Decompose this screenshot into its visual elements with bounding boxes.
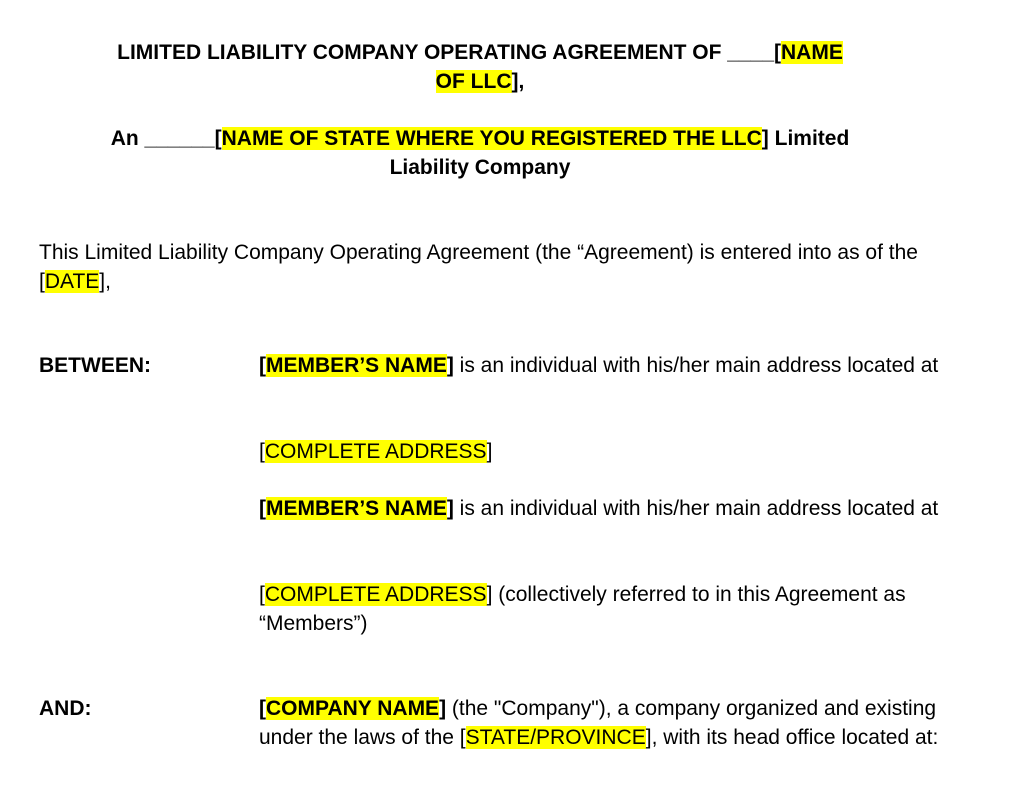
member-2-name-placeholder: MEMBER’S NAME xyxy=(266,497,447,520)
address-1-open-bracket: [ xyxy=(259,440,265,463)
intro-suffix: ], xyxy=(99,270,111,293)
subtitle-prefix: An ______[ xyxy=(110,127,222,150)
member-1-name-placeholder: MEMBER’S NAME xyxy=(266,354,447,377)
state-placeholder: NAME OF STATE WHERE YOU REGISTERED THE LLC xyxy=(221,127,762,150)
between-label: BETWEEN: xyxy=(39,354,151,377)
member-2-address-block xyxy=(259,580,939,638)
document-title xyxy=(40,38,920,96)
company-open-bracket: [ xyxy=(259,697,266,720)
address-2-open-bracket: [ xyxy=(259,583,265,606)
company-name-placeholder: COMPANY NAME xyxy=(266,697,440,720)
company-suffix: ], with its head office located at: xyxy=(645,726,939,749)
title-suffix: ], xyxy=(511,70,525,93)
subtitle-suffix: ] Limited xyxy=(761,127,850,150)
member-1-block xyxy=(259,351,939,380)
address-2-suffix: (collectively referred to in this Agreement as “Members”) xyxy=(259,583,906,635)
document-subtitle xyxy=(40,124,920,182)
title-prefix: LIMITED LIABILITY COMPANY OPERATING AGREEMENT OF ____[ xyxy=(117,41,782,64)
member-1-address-block xyxy=(259,437,939,466)
llc-name-placeholder-part1: NAME xyxy=(781,41,843,64)
and-label: AND: xyxy=(39,697,92,720)
intro-text: This Limited Liability Company Operating Agreement (the “Agreement) is entered into as of the [ xyxy=(39,241,918,293)
member-2-block xyxy=(259,494,939,523)
member-1-description: is an individual with his/her main address located at xyxy=(453,354,939,377)
subtitle-line3: Liability Company xyxy=(389,156,571,179)
state-province-placeholder: STATE/PROVINCE xyxy=(465,726,646,749)
member-2-open-bracket: [ xyxy=(259,497,266,520)
intro-paragraph xyxy=(39,238,939,296)
member-1-close-bracket: ] xyxy=(446,354,454,377)
address-1-placeholder: COMPLETE ADDRESS xyxy=(264,440,487,463)
member-1-open-bracket: [ xyxy=(259,354,266,377)
company-block xyxy=(259,694,939,752)
date-placeholder: DATE xyxy=(44,270,100,293)
company-description: (the "Company"), a company organized and existing under the laws of the [ xyxy=(259,697,937,749)
member-2-description: is an individual with his/her main address located at xyxy=(453,497,939,520)
address-2-placeholder: COMPLETE ADDRESS xyxy=(264,583,487,606)
llc-name-placeholder-part2: OF LLC xyxy=(435,70,512,93)
company-close-bracket: ] xyxy=(439,697,447,720)
address-1-close-bracket: ] xyxy=(486,440,493,463)
address-2-close-bracket: ] xyxy=(486,583,493,606)
member-2-close-bracket: ] xyxy=(446,497,454,520)
